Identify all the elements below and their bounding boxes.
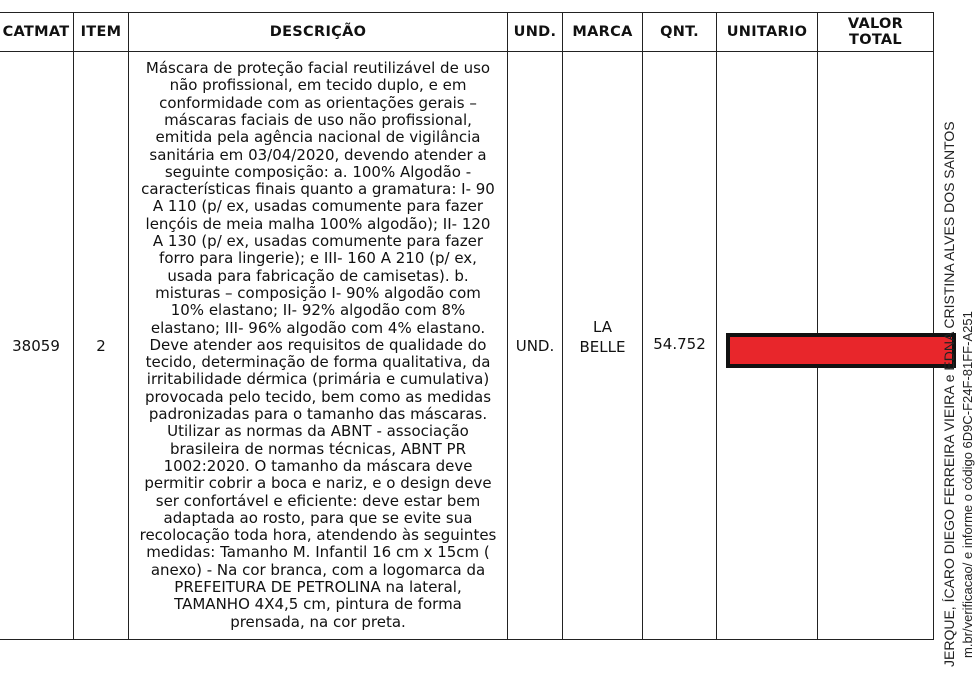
descricao-line: usada para fabricação de camisetas). b. [167, 266, 469, 285]
descricao-line: adaptada ao rosto, para que se evite sua [163, 508, 473, 527]
descricao-line: sanitária em 03/04/2020, devendo atender a [149, 145, 487, 164]
descricao-line: medidas: Tamanho M. Infantil 16 cm x 15cm ( [146, 543, 490, 562]
header-row [0, 13, 934, 52]
descricao-line: recolocação toda hora, atendendo às seguintes [139, 526, 497, 545]
col-header-item: ITEM [74, 13, 129, 52]
descricao-line: conformidade com as orientações gerais – [159, 93, 477, 112]
descricao-line: Deve atender aos requisitos de qualidade do [149, 335, 487, 354]
col-header-descricao: DESCRIÇÃO [129, 13, 508, 52]
valor-total-line2: TOTAL [849, 32, 902, 48]
descricao-line: irritabilidade dérmica (primária e cumulativa) [146, 370, 490, 389]
cell-unitario [717, 52, 818, 640]
descricao-line: A 130 (p/ ex, usadas comumente para fazer [152, 232, 484, 251]
col-header-und: UND. [508, 13, 563, 52]
cell-marca [563, 52, 643, 640]
descricao-line: provocada pelo tecido, bem como as medidas [144, 387, 492, 406]
marca-line2: BELLE [579, 337, 626, 356]
descricao-line: misturas – composição I- 90% algodão com [155, 283, 481, 302]
cell-catmat: 38059 [0, 52, 74, 640]
descricao-line: Máscara de proteção facial reutilizável de uso [145, 59, 491, 78]
valor-total-line1: VALOR [847, 16, 904, 32]
cell-qnt: 54.752 [643, 52, 717, 640]
descricao-line: prensada, na cor preta. [230, 612, 406, 631]
descricao-line: lençóis de meia malha 100% algodão); II- 120 [145, 214, 491, 233]
descricao-line: seguinte composição: a. 100% Algodão - [164, 162, 472, 181]
descricao-line: máscaras faciais de uso não profissional, [164, 110, 472, 129]
descricao-line: forro para lingerie); e III- 160 A 210 (p/ ex, [159, 249, 477, 268]
descricao-line: ser confortável e eficiente: deve estar bem [155, 491, 481, 510]
descricao-line: A 110 (p/ ex, usadas comumente para fazer [152, 197, 484, 216]
descricao-line: Utilizar as normas da ABNT - associação [167, 422, 469, 441]
descricao-line: emitida pela agência nacional de vigilância [155, 128, 481, 147]
verification-side-text-2: m.br/verificacao/ e informe o código 6D9C-F24F-81FF-A251 [960, 311, 975, 658]
descricao-line: características finais quanto a gramatura: I- 90 [141, 180, 495, 199]
descricao-line: não profissional, em tecido duplo, e em [169, 76, 467, 95]
descricao-line: 1002:2020. O tamanho da máscara deve [163, 456, 473, 475]
items-table [0, 12, 934, 640]
cell-item: 2 [74, 52, 129, 640]
col-header-unitario: UNITARIO [717, 13, 818, 52]
col-header-qnt: QNT. [643, 13, 717, 52]
descricao-line: anexo) - Na cor branca, com a logomarca da [150, 560, 486, 579]
descricao-line: 10% elastano; II- 92% algodão com 8% [170, 301, 466, 320]
col-header-catmat: CATMAT [0, 13, 74, 52]
descricao-line: PREFEITURA DE PETROLINA na lateral, [174, 578, 462, 596]
descricao-line: brasileira de normas técnicas, ABNT PR [169, 439, 467, 458]
descricao-line: TAMANHO 4X4,5 cm, pintura de forma [174, 595, 462, 614]
descricao-line: tecido, determinação de forma qualitativa, da [145, 353, 491, 372]
col-header-marca: MARCA [563, 13, 643, 52]
table-row [0, 52, 934, 640]
cell-descricao [129, 52, 508, 640]
signature-side-text-1: JERQUE, ÍCARO DIEGO FERREIRA VIEIRA e EDNA CRISTINA ALVES DOS SANTOS [941, 121, 957, 667]
descricao-line: elastano; III- 96% algodão com 4% elastano. [150, 318, 486, 337]
col-header-valor-total [818, 13, 934, 52]
redaction-box [726, 333, 956, 368]
marca-line1: LA [593, 317, 612, 336]
descricao-line: permitir cobrir a boca e nariz, e o design deve [144, 474, 492, 493]
cell-und: UND. [508, 52, 563, 640]
descricao-line: padronizadas para o tamanho das máscaras. [148, 405, 488, 424]
